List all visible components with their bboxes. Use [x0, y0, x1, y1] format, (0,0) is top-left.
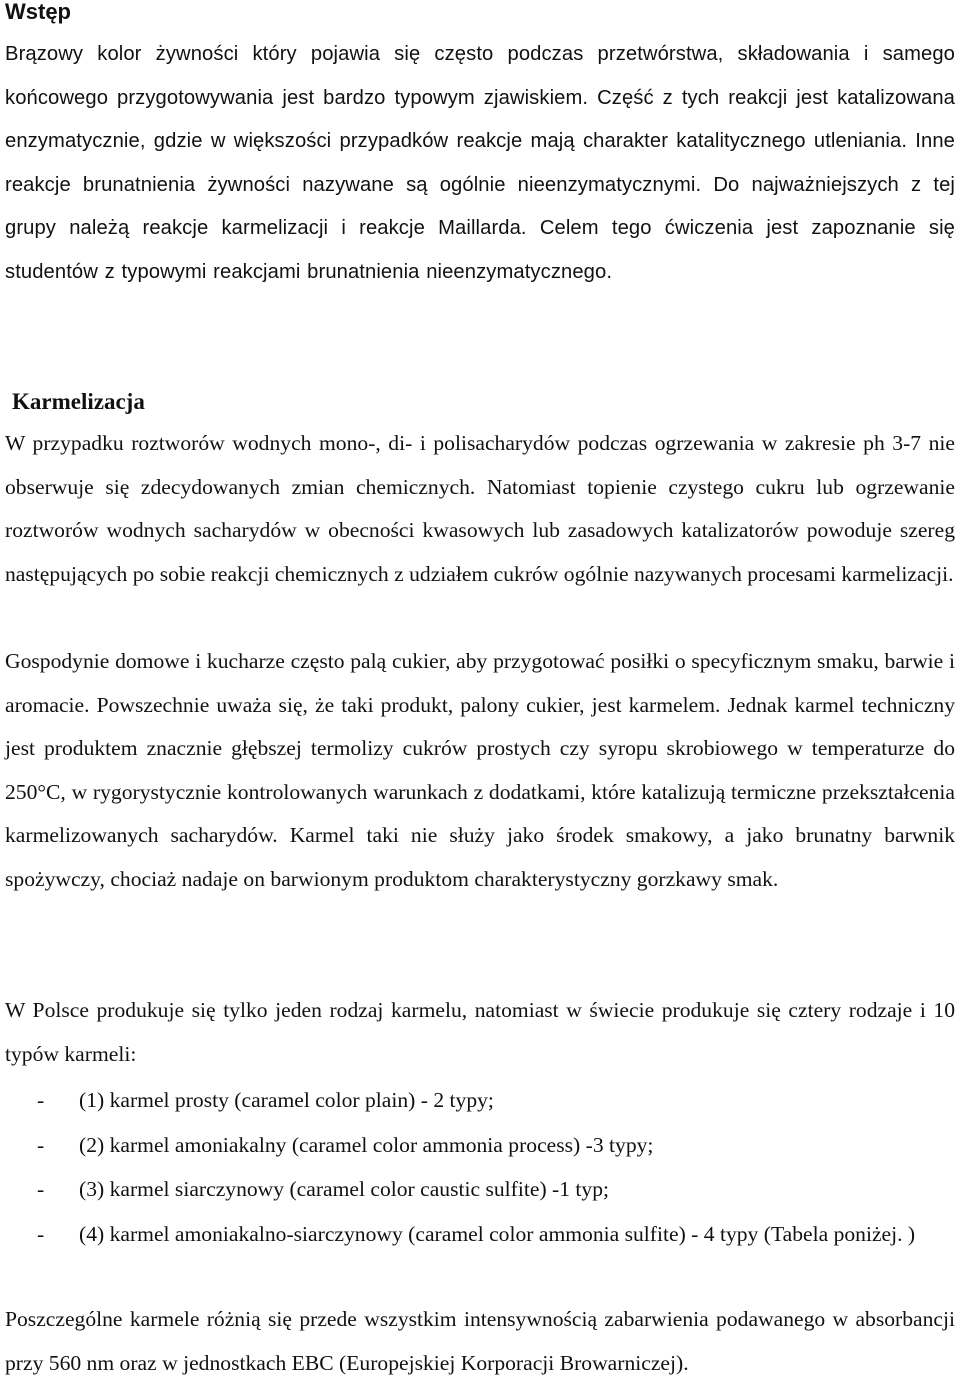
karmelizacja-paragraph-4: Poszczególne karmele różnią się przede wszystkim intensywnością zabarwienia podawanego w absorbancji przy 560 nm oraz w jednostkach EBC (Europejskiej Korporacji Browarniczej).	[5, 1307, 955, 1375]
list-dash: -	[37, 1088, 45, 1112]
list-dash: -	[37, 1177, 45, 1201]
karmelizacja-paragraph-2: Gospodynie domowe i kucharze często palą cukier, aby przygotować posiłki o specyficznym smaku, barwie i aromacie. Powszechnie uważa się, że taki produkt, palony cukier, jest karmelem. Jednak karmel techniczny jest produktem znacznie głębszej termolizy cukrów prostych czy syropu skrobiowego w temperaturze do 250°C, w rygorystycznie kontrolowanych warunkach z dodatkami, które katalizują termiczne przekształcenia karmelizowanych sacharydów. Karmel taki nie służy jako środek smakowy, a jako brunatny barwnik spożywczy, chociaż nadaje on barwionym produktom charakterystyczny gorzkawy smak.	[5, 649, 955, 891]
section-heading-intro: Wstęp	[5, 0, 71, 24]
list-item-text: (2) karmel amoniakalny (caramel color ammonia process) -3 typy;	[79, 1132, 654, 1157]
karmelizacja-paragraph-1: W przypadku roztworów wodnych mono-, di- i polisacharydów podczas ogrzewania w zakresie ph 3-7 nie obserwuje się zdecydowanych zmian chemicznych. Natomiast topienie czystego cukru lub ogrzewanie roztworów wodnych sacharydów w obecności kwasowych lub zasadowych katalizatorów powoduje szereg następujących po sobie reakcji chemicznych z udziałem cukrów ogólnie nazywanych procesami karmelizacji.	[5, 431, 955, 586]
caramel-types-list	[5, 1078, 955, 1256]
list-item	[5, 1167, 955, 1212]
list-item	[5, 1212, 955, 1257]
list-item-text: (1) karmel prosty (caramel color plain) - 2 typy;	[79, 1088, 494, 1112]
list-item-text: (4) karmel amoniakalno-siarczynowy (caramel color ammonia sulfite) - 4 typy (Tabela poniżej. )	[79, 1221, 916, 1246]
karmelizacja-paragraph-3: W Polsce produkuje się tylko jeden rodzaj karmelu, natomiast w świecie produkuje się cztery rodzaje i 10 typów karmeli:	[5, 998, 955, 1066]
list-item-text: (3) karmel siarczynowy (caramel color caustic sulfite) -1 typ;	[79, 1177, 610, 1201]
section-heading-karmelizacja: Karmelizacja	[12, 389, 145, 414]
list-dash: -	[37, 1132, 45, 1157]
list-item	[5, 1123, 955, 1168]
list-dash: -	[37, 1221, 45, 1246]
intro-paragraph: Brązowy kolor żywności który pojawia się często podczas przetwórstwa, składowania i samego końcowego przygotowywania jest bardzo typowym zjawiskiem. Część z tych reakcji jest katalizowana enzymatycznie, gdzie w większości przypadków reakcje mają charakter katalitycznego utleniania. Inne reakcje brunatnienia żywności nazywane są ogólnie nieenzymatycznymi. Do najważniejszych z tej grupy należą reakcje karmelizacji i reakcje Maillarda. Celem tego ćwiczenia jest zapoznanie się studentów z typowymi reakcjami brunatnienia nieenzymatycznego.	[5, 43, 955, 283]
list-item	[5, 1078, 955, 1123]
